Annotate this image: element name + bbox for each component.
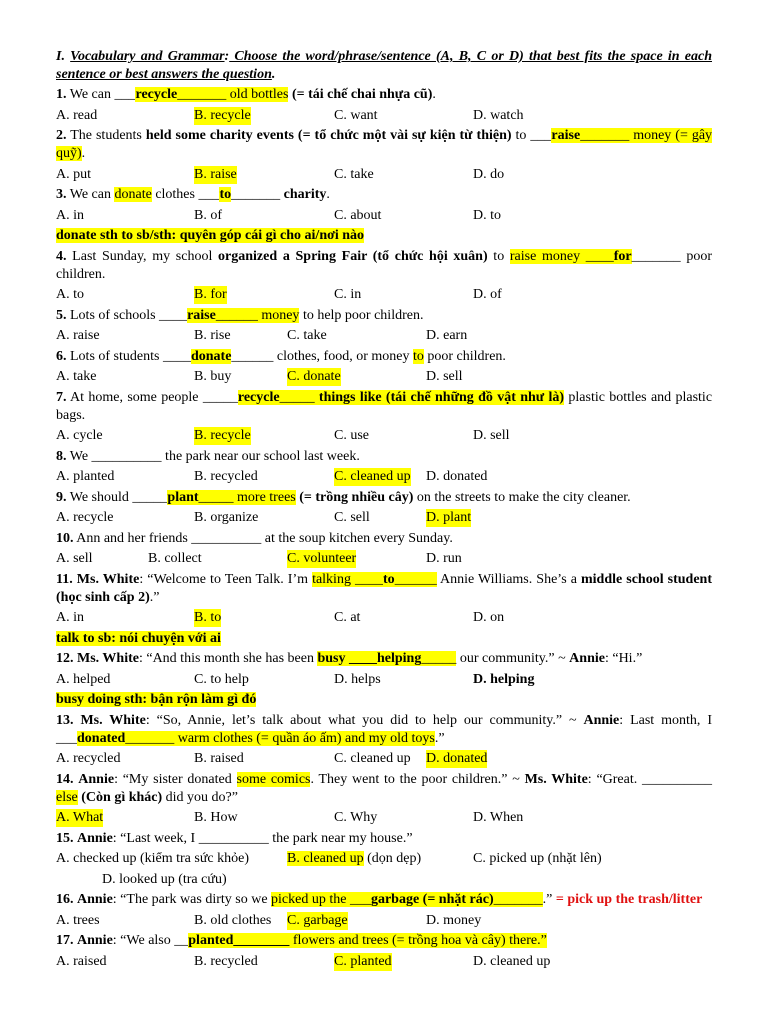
option-d[interactable]: D. helps	[334, 671, 381, 687]
q-text: We should _____	[66, 489, 168, 505]
answer-word: plant	[167, 489, 199, 505]
option-b[interactable]: B. collect	[148, 551, 202, 566]
question-5	[56, 307, 712, 325]
option-d[interactable]: D. run	[426, 551, 462, 566]
answer-word: ________	[233, 933, 293, 948]
q-text-hl: raise money ____	[509, 248, 614, 264]
question-10	[56, 530, 712, 548]
blank: _______	[631, 248, 681, 264]
speaker: Annie	[77, 933, 113, 948]
q-text: Annie Williams. She’s a	[436, 571, 581, 587]
option-a[interactable]: A. raised	[56, 953, 107, 969]
option-d[interactable]: D. of	[473, 287, 502, 302]
option-b[interactable]: B. of	[194, 207, 222, 223]
blank: _____	[421, 651, 457, 666]
question-number: 11.	[56, 571, 73, 587]
question-number: 9.	[56, 489, 67, 505]
blank: _____	[198, 489, 238, 505]
answer-word: raise	[187, 307, 216, 323]
q-text: : “My sister donated	[114, 771, 237, 787]
option-a[interactable]: A. in	[56, 207, 84, 223]
options-2	[56, 166, 712, 184]
q-text: . They went to the poor children.” ~	[310, 771, 525, 787]
q-text: .	[81, 146, 86, 161]
question-number: 8.	[56, 448, 67, 464]
answer-word: helping	[376, 651, 422, 666]
question-number: 6.	[56, 348, 67, 364]
question-number: 1.	[56, 87, 67, 102]
option-a[interactable]: A. trees	[56, 912, 100, 928]
q-text: did you do?”	[162, 789, 238, 805]
section-header	[56, 48, 712, 84]
blank: flowers and trees (= trồng hoa và cây)	[292, 933, 506, 948]
question-1	[56, 86, 712, 104]
q-text-hl: old bottles	[229, 87, 289, 102]
answer-word: recycle	[135, 87, 178, 102]
option-d[interactable]: D. on	[473, 610, 505, 625]
option-c[interactable]: C. to help	[194, 671, 249, 687]
question-11	[56, 571, 712, 607]
question-number: 17.	[56, 933, 74, 948]
q-text-bold: charity	[283, 187, 327, 202]
blank: ______	[394, 571, 437, 587]
option-a[interactable]: A. planted	[56, 469, 115, 484]
question-number: 4.	[56, 248, 67, 264]
option-b[interactable]: B. old clothes	[194, 912, 272, 928]
q-text: Last Sunday, my school	[66, 248, 219, 264]
q-text: on the streets to make the city cleaner.	[413, 489, 631, 505]
blank: _______	[493, 892, 543, 907]
q-text-hl: money (= gây quỹ)	[56, 128, 713, 161]
option-d[interactable]: D. sell	[473, 428, 510, 443]
option-a[interactable]: A. in	[56, 610, 84, 625]
option-c[interactable]: C. sell	[334, 510, 370, 525]
blank: planted	[188, 933, 234, 948]
option-a[interactable]: A. to	[56, 287, 84, 302]
option-b[interactable]: B. recycled	[194, 469, 258, 484]
q-text: plastic bottles and plastic bags.	[56, 389, 713, 423]
speaker: Ms. White	[80, 712, 146, 728]
option-a[interactable]: A. cycle	[56, 428, 103, 443]
q-text-hl: to	[413, 348, 424, 364]
option-a[interactable]: A. recycle	[56, 510, 114, 525]
speaker: Ms. White	[524, 771, 588, 787]
section-colon: :	[224, 49, 230, 64]
question-6	[56, 348, 712, 366]
option-c[interactable]: C. take	[334, 166, 374, 182]
option-a[interactable]: A. checked up (kiểm tra sức khỏe)	[56, 851, 250, 866]
option-d[interactable]: D. donated	[426, 751, 488, 766]
option-c[interactable]: C. take	[287, 328, 327, 343]
question-17	[56, 932, 712, 950]
option-b-gloss: (dọn dẹp)	[363, 851, 422, 866]
question-number: 16.	[56, 892, 74, 907]
q-text: At home, some people _____	[66, 389, 238, 405]
section-instruction: Choose the word/phrase/sentence (A, B, C or D) that best fits the space in each sentence or best answers the question	[56, 49, 712, 82]
option-c[interactable]: C. Why	[334, 810, 378, 825]
q-text-hl: picked up the ___	[271, 892, 371, 907]
q-text: poor children.	[56, 248, 712, 282]
speaker: Annie	[569, 651, 605, 666]
option-c[interactable]: C. volunteer	[287, 551, 357, 566]
question-number: 2.	[56, 128, 67, 143]
option-a[interactable]: A. helped	[56, 671, 111, 687]
option-c[interactable]: C. donate	[287, 369, 341, 384]
vi-gloss: held some charity events (= tổ chức một vài sự kiện từ thiện)	[145, 128, 512, 143]
option-b[interactable]: B. for	[194, 287, 227, 302]
q-text-hl: else	[56, 789, 78, 805]
q-text: We can	[66, 187, 115, 202]
blank: _______	[231, 187, 284, 202]
blank: _______	[580, 128, 634, 143]
blank: ______	[215, 307, 262, 323]
q-text: to help poor children.	[299, 307, 424, 323]
q-text: to	[487, 248, 510, 264]
question-15	[56, 830, 712, 848]
q-text: : Last month, I ___	[56, 712, 712, 746]
question-8	[56, 448, 712, 466]
option-a[interactable]: A. take	[56, 369, 97, 384]
q-text: poor children.	[423, 348, 506, 364]
option-c[interactable]: C. picked up (nhặt lên)	[473, 851, 602, 866]
note-text: donate sth to sb/sth: quyên góp cái gì cho ai/nơi nào	[56, 228, 365, 243]
speaker: Annie	[583, 712, 620, 728]
q-text: : “The park was dirty so we	[112, 892, 272, 907]
answer-word: donated	[77, 730, 126, 746]
question-16	[56, 891, 712, 909]
question-number: 7.	[56, 389, 67, 405]
vi-gloss: (Còn gì khác)	[81, 789, 163, 805]
option-d[interactable]: D. do	[473, 166, 505, 182]
answer-word: to	[219, 187, 232, 202]
answer-word: garbage (= nhặt rác)	[370, 892, 494, 907]
option-d[interactable]: D. money	[426, 912, 482, 928]
note-text: busy doing sth: bận rộn làm gì đó	[56, 692, 257, 707]
q-text: Ann and her friends __________ at the soup kitchen every Sunday.	[73, 530, 453, 546]
worksheet	[56, 48, 712, 973]
option-d[interactable]: D. to	[473, 207, 501, 223]
q-text: : “Great. __________	[587, 771, 713, 787]
q-text: .	[326, 187, 330, 202]
question-4	[56, 248, 712, 284]
question-14	[56, 771, 712, 807]
section-title: Vocabulary and Grammar	[70, 49, 225, 64]
options-15-cont	[56, 871, 712, 889]
grammar-note	[56, 691, 712, 709]
q-text: .”	[542, 892, 553, 907]
option-b[interactable]: B. raised	[194, 751, 244, 766]
section-period: .	[271, 67, 276, 82]
blank: _______	[177, 87, 230, 102]
option-a[interactable]: A. read	[56, 107, 98, 123]
options-17	[56, 953, 712, 971]
answer-word: donate	[190, 348, 232, 364]
options-5	[56, 327, 712, 345]
options-4	[56, 286, 712, 304]
options-8	[56, 468, 712, 486]
speaker: Annie	[77, 830, 113, 846]
q-text-hl: more trees	[237, 489, 296, 505]
option-c[interactable]: C. about	[334, 207, 382, 223]
question-number: 15.	[56, 830, 74, 846]
option-d-answer[interactable]: D. helping	[473, 671, 535, 687]
option-d[interactable]: D. When	[473, 810, 524, 825]
option-b[interactable]: B. raise	[194, 166, 237, 182]
option-d[interactable]: D. looked up (tra cứu)	[102, 871, 227, 887]
option-b[interactable]: B. to	[194, 610, 222, 625]
option-b[interactable]: B. organize	[194, 510, 259, 525]
question-number: 3.	[56, 187, 67, 202]
q-text-hl: talking ____	[312, 571, 384, 587]
q-text-hl: warm clothes (= quần áo ấm) and my old toys	[177, 730, 435, 746]
blank: _____	[279, 389, 319, 405]
option-c[interactable]: C. planted	[334, 953, 392, 969]
option-b[interactable]: B. rise	[194, 328, 231, 343]
options-1	[56, 107, 712, 125]
vi-gloss: (= trồng nhiều cây)	[299, 489, 414, 505]
options-7	[56, 427, 712, 445]
option-a[interactable]: A. put	[56, 166, 91, 182]
options-13	[56, 750, 712, 768]
option-a[interactable]: A. recycled	[56, 751, 121, 766]
answer-word: donate	[114, 187, 152, 202]
q-text: : “We also __	[112, 933, 189, 948]
section-roman: I.	[56, 49, 71, 64]
q-text: .	[432, 87, 436, 102]
q-text-hl: busy ____	[317, 651, 377, 666]
option-d[interactable]: D. watch	[473, 107, 524, 123]
q-text: The students	[66, 128, 146, 143]
speaker: Ms. White	[76, 571, 140, 587]
q-text: : “And this month she has been	[138, 651, 318, 666]
q-text: We __________ the park near our school last week.	[66, 448, 360, 464]
question-13	[56, 712, 712, 748]
option-d[interactable]: D. earn	[426, 328, 468, 343]
note-text: talk to sb: nói chuyện với ai	[56, 630, 221, 646]
option-b[interactable]: B. recycle	[194, 428, 251, 443]
option-b[interactable]: B. cleaned up	[287, 851, 364, 866]
question-12	[56, 650, 712, 668]
grammar-note	[56, 227, 712, 245]
options-15	[56, 850, 712, 868]
q-text: : “Welcome to Teen Talk. I’m	[139, 571, 313, 587]
question-3	[56, 186, 712, 204]
q-text: our community.” ~	[456, 651, 570, 666]
question-number: 12.	[56, 651, 74, 666]
option-c[interactable]: C. in	[334, 287, 362, 302]
options-3	[56, 207, 712, 225]
option-c[interactable]: C. at	[334, 610, 361, 625]
option-d[interactable]: D. donated	[426, 469, 488, 484]
answer-word: recycle	[237, 389, 280, 405]
option-b[interactable]: B. How	[194, 810, 238, 825]
red-note: = pick up the trash/litter	[552, 892, 703, 907]
options-14	[56, 809, 712, 827]
q-text: ______ clothes, food, or money	[231, 348, 413, 364]
option-b[interactable]: B. recycle	[194, 107, 251, 123]
answer-word: for	[613, 248, 632, 264]
q-text: Lots of students ____	[66, 348, 191, 364]
q-text: Lots of schools ____	[66, 307, 188, 323]
option-a[interactable]: A. sell	[56, 551, 93, 566]
option-c[interactable]: C. garbage	[287, 912, 348, 928]
q-text-hl: some comics	[236, 771, 311, 787]
option-c[interactable]: C. want	[334, 107, 378, 123]
q-text: : “Hi.”	[604, 651, 643, 666]
options-6	[56, 368, 712, 386]
question-number: 10.	[56, 530, 74, 546]
options-12	[56, 671, 712, 689]
grammar-note	[56, 630, 712, 648]
option-d[interactable]: D. cleaned up	[473, 953, 551, 969]
q-text: clothes ___	[151, 187, 220, 202]
question-number: 14.	[56, 771, 74, 787]
answer-word: to	[383, 571, 395, 587]
option-a[interactable]: A. What	[56, 810, 104, 825]
speaker: Annie	[77, 892, 113, 907]
option-d[interactable]: D. sell	[426, 369, 463, 384]
vi-gloss: organized a Spring Fair (tổ chức hội xuân)	[218, 248, 488, 264]
option-d[interactable]: D. plant	[426, 510, 472, 525]
option-a[interactable]: A. raise	[56, 328, 100, 343]
answer-word: raise	[551, 128, 581, 143]
options-16	[56, 912, 712, 930]
speaker: Ms. White	[77, 651, 139, 666]
q-text-hl: money	[261, 307, 300, 323]
question-7	[56, 389, 712, 425]
q-text-hl: there.”	[505, 933, 547, 948]
option-c[interactable]: C. use	[334, 428, 369, 443]
question-number: 5.	[56, 307, 67, 323]
option-b[interactable]: B. buy	[194, 369, 232, 384]
blank: _______	[125, 730, 178, 746]
option-c[interactable]: C. cleaned up	[334, 469, 411, 484]
options-10	[56, 550, 712, 568]
q-text: : “Last week, I __________ the park near my house.”	[112, 830, 413, 846]
q-text: to ___	[511, 128, 552, 143]
option-b[interactable]: B. recycled	[194, 953, 258, 969]
vi-gloss: middle school student (học sinh cấp 2)	[56, 571, 713, 605]
options-11	[56, 609, 712, 627]
q-text: .”	[434, 730, 445, 746]
question-number: 13.	[56, 712, 74, 728]
options-9	[56, 509, 712, 527]
speaker: Annie	[78, 771, 115, 787]
q-text: .”	[149, 589, 160, 605]
q-text: We can ___	[66, 87, 136, 102]
option-c[interactable]: C. cleaned up	[334, 751, 411, 766]
q-text: : “So, Annie, let’s talk about what you did to help our community.” ~	[145, 712, 584, 728]
question-9	[56, 489, 712, 507]
vi-gloss: things like (tái chế những đồ vật như là)	[318, 389, 565, 405]
vi-gloss: (= tái chế chai nhựa cũ)	[291, 87, 433, 102]
question-2	[56, 127, 712, 163]
